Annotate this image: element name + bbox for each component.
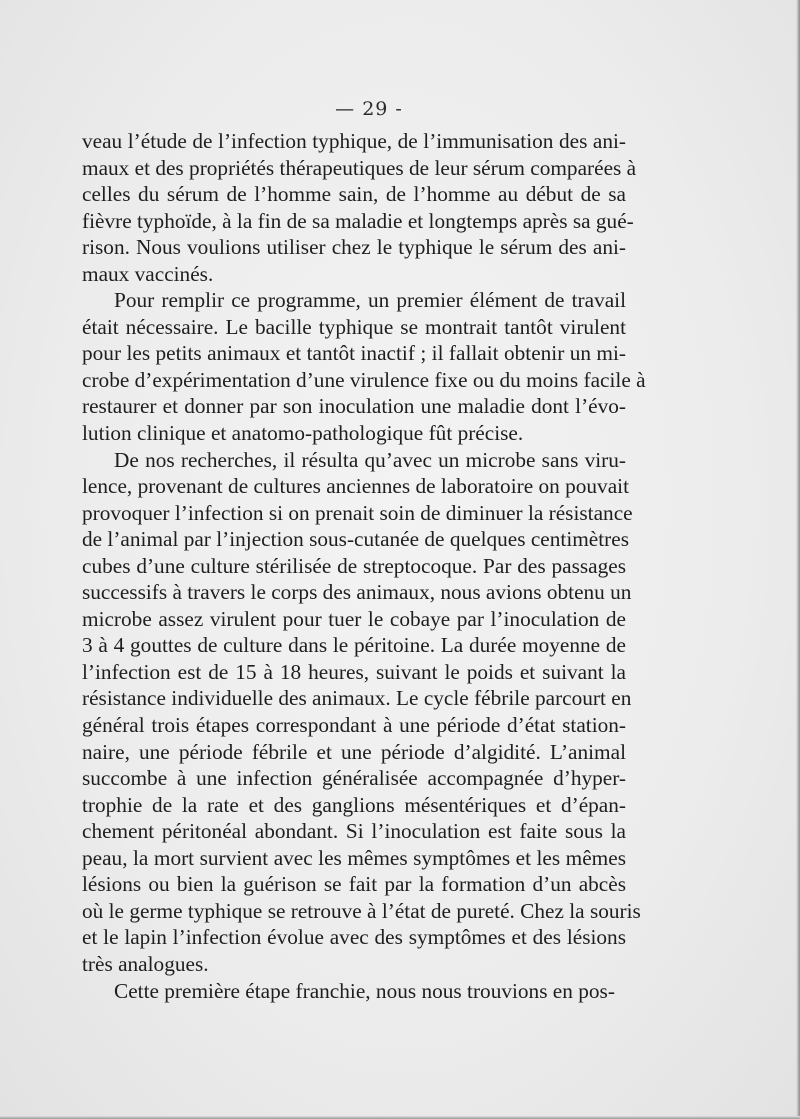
text-line: crobe d’expérimentation d’une virulence fixe ou du moins facile à (82, 367, 646, 392)
paragraph (82, 978, 626, 1005)
paragraph (82, 287, 646, 446)
text-line: lution clinique et anatomo-pathologique fût précise. (82, 421, 524, 446)
paragraph (82, 128, 637, 287)
text-line: l’infection est de 15 à 18 heures, suivant le poids et suivant la (82, 659, 626, 684)
text-line: rison. Nous voulions utiliser chez le typhique le sérum des ani- (82, 235, 626, 260)
text-line: microbe assez virulent pour tuer le cobaye par l’inoculation de (82, 606, 626, 631)
text-line: provoquer l’infection si on prenait soin de diminuer la résistance (82, 500, 633, 525)
text-line: Pour remplir ce programme, un premier élément de travail (114, 288, 626, 313)
page-edge-shadow (796, 0, 800, 1119)
text-line: successifs à travers le corps des animaux, nous avions obtenu un (82, 580, 632, 605)
body-text (82, 128, 646, 1004)
text-line: de l’animal par l’injection sous-cutanée de quelques centimètres (82, 527, 630, 552)
page-number: — 29 - (335, 98, 403, 120)
text-line: Cette première étape franchie, nous nous trouvions en pos- (114, 978, 615, 1003)
paragraph (82, 447, 641, 978)
text-line: très analogues. (82, 951, 209, 976)
text-line: était nécessaire. Le bacille typhique se montrait tantôt virulent (82, 314, 626, 339)
text-line: résistance individuelle des animaux. Le cycle fébrile parcourt en (82, 686, 632, 711)
text-line: et le lapin l’infection évolue avec des symptômes et des lésions (82, 925, 626, 950)
text-line: où le germe typhique se retrouve à l’état de pureté. Chez la souris (82, 898, 641, 923)
text-line: trophie de la rate et des ganglions mésentériques et d’épan- (82, 792, 626, 817)
text-line: 3 à 4 gouttes de culture dans le péritoine. La durée moyenne de (82, 633, 626, 658)
text-line: peau, la mort survient avec les mêmes symptômes et les mêmes (82, 845, 626, 870)
text-line: chement péritonéal abondant. Si l’inoculation est faite sous la (82, 819, 626, 844)
text-line: cubes d’une culture stérilisée de streptocoque. Par des passages (82, 553, 626, 578)
text-line: restaurer et donner par son inoculation une maladie dont l’évo- (82, 394, 626, 419)
text-line: maux vaccinés. (82, 261, 214, 286)
text-line: fièvre typhoïde, à la fin de sa maladie et longtemps après sa gué- (82, 208, 634, 233)
text-line: celles du sérum de l’homme sain, de l’homme au début de sa (82, 182, 626, 207)
text-line: lence, provenant de cultures anciennes de laboratoire on pouvait (82, 474, 629, 499)
text-line: veau l’étude de l’infection typhique, de l’immunisation des ani- (82, 129, 626, 153)
text-line: maux et des propriétés thérapeutiques de leur sérum comparées à (82, 155, 637, 180)
text-line: pour les petits animaux et tantôt inactif ; il fallait obtenir un mi- (82, 341, 626, 366)
text-line: général trois étapes correspondant à une période d’état station- (82, 713, 626, 738)
text-line: De nos recherches, il résulta qu’avec un microbe sans viru- (114, 447, 626, 472)
text-line: lésions ou bien la guérison se fait par la formation d’un abcès (82, 872, 626, 897)
text-line: naire, une période fébrile et une période d’algidité. L’animal (82, 739, 626, 764)
text-line: succombe à une infection généralisée accompagnée d’hyper- (82, 766, 626, 791)
